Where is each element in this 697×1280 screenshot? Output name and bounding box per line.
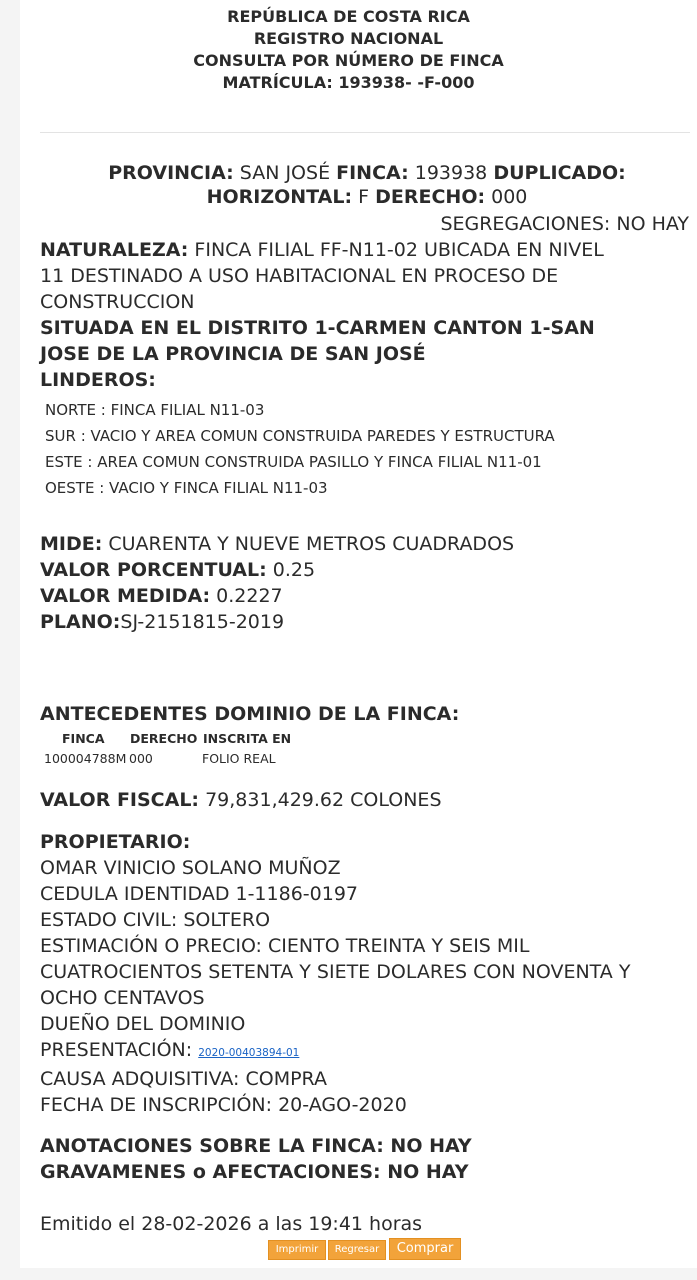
plano-label: PLANO: — [40, 611, 121, 633]
linderos-list — [45, 397, 695, 501]
propietario-title: PROPIETARIO: — [40, 831, 191, 853]
provincia-line — [0, 160, 697, 186]
medida-value: 0.2227 — [216, 585, 283, 607]
fecha-inscripcion: FECHA DE INSCRIPCIÓN: 20-AGO-2020 — [40, 1094, 407, 1116]
situada-line-1: SITUADA EN EL DISTRITO 1-CARMEN CANTON 1-SAN — [40, 317, 595, 339]
lindero-norte: NORTE : FINCA FILIAL N11-03 — [45, 401, 265, 419]
gravamenes: GRAVAMENES o AFECTACIONES: NO HAY — [40, 1161, 469, 1183]
lindero-oeste: OESTE : VACIO Y FINCA FILIAL N11-03 — [45, 479, 328, 497]
presentacion-label: PRESENTACIÓN: — [40, 1039, 193, 1061]
propietario-estado-civil: ESTADO CIVIL: SOLTERO — [40, 909, 271, 931]
document-header — [0, 6, 697, 94]
provincia-label: PROVINCIA: — [108, 162, 234, 184]
estimacion-line-2: CUATROCIENTOS SETENTA Y SIETE DOLARES CON NOVENTA Y — [40, 961, 631, 983]
antecedentes-cell-derecho: 000 — [129, 751, 153, 766]
mide-label: MIDE: — [40, 533, 103, 555]
regresar-button[interactable]: Regresar — [328, 1240, 386, 1260]
horizontal-value: F — [358, 186, 370, 208]
emitido-line: Emitido el 28-02-2026 a las 19:41 horas — [40, 1213, 423, 1235]
situada-line-2: JOSE DE LA PROVINCIA DE SAN JOSÉ — [40, 343, 426, 365]
valor-fiscal-label: VALOR FISCAL: — [40, 789, 200, 811]
header-query-type: CONSULTA POR NÚMERO DE FINCA — [193, 51, 504, 70]
horizontal-label: HORIZONTAL: — [206, 186, 353, 208]
antecedentes-cell-inscrita: FOLIO REAL — [202, 751, 276, 766]
horizontal-line — [0, 184, 697, 210]
propietario-nombre: OMAR VINICIO SOLANO MUÑOZ — [40, 857, 341, 879]
naturaleza-label: NATURALEZA: — [40, 239, 189, 261]
naturaleza-line-1: FINCA FILIAL FF-N11-02 UBICADA EN NIVEL — [194, 239, 604, 261]
estimacion-line-1: ESTIMACIÓN O PRECIO: CIENTO TREINTA Y SEIS MIL — [40, 935, 530, 957]
lindero-este: ESTE : AREA COMUN CONSTRUIDA PASILLO Y FINCA FILIAL N11-01 — [45, 453, 542, 471]
presentacion-link[interactable]: 2020-00403894-01 — [198, 1047, 300, 1059]
imprimir-button[interactable]: Imprimir — [268, 1240, 326, 1260]
medidas-block — [40, 531, 690, 635]
header-matricula: MATRÍCULA: 193938- -F-000 — [222, 73, 475, 92]
comprar-button[interactable]: Comprar — [389, 1238, 461, 1260]
porcentual-label: VALOR PORCENTUAL: — [40, 559, 267, 581]
plano-value: SJ-2151815-2019 — [120, 611, 285, 633]
naturaleza-block — [40, 237, 690, 393]
valor-fiscal-value: 79,831,429.62 COLONES — [205, 789, 442, 811]
header-registry: REGISTRO NACIONAL — [253, 29, 444, 48]
segregaciones: SEGREGACIONES: NO HAY — [440, 213, 689, 235]
finca-label: FINCA: — [336, 162, 409, 184]
header-divider — [40, 132, 690, 133]
header-country: REPÚBLICA DE COSTA RICA — [227, 7, 470, 26]
propietario-cedula: CEDULA IDENTIDAD 1-1186-0197 — [40, 883, 358, 905]
antecedentes-header-finca: FINCA — [62, 731, 105, 746]
dueno-dominio: DUEÑO DEL DOMINIO — [40, 1013, 246, 1035]
derecho-label: DERECHO: — [375, 186, 486, 208]
finca-value: 193938 — [414, 162, 488, 184]
naturaleza-line-2: 11 DESTINADO A USO HABITACIONAL EN PROCESO DE — [40, 265, 559, 287]
porcentual-value: 0.25 — [272, 559, 316, 581]
linderos-label: LINDEROS: — [40, 369, 156, 391]
anotaciones: ANOTACIONES SOBRE LA FINCA: NO HAY — [40, 1135, 472, 1157]
valor-fiscal — [40, 787, 690, 813]
antecedentes-cell-finca: 100004788M — [44, 751, 127, 766]
estimacion-line-3: OCHO CENTAVOS — [40, 987, 205, 1009]
provincia-value: SAN JOSÉ — [239, 162, 331, 184]
mide-value: CUARENTA Y NUEVE METROS CUADRADOS — [108, 533, 515, 555]
antecedentes-title: ANTECEDENTES DOMINIO DE LA FINCA: — [40, 703, 460, 725]
lindero-sur: SUR : VACIO Y AREA COMUN CONSTRUIDA PAREDES Y ESTRUCTURA — [45, 427, 555, 445]
duplicado-label: DUPLICADO: — [493, 162, 626, 184]
propietario-block — [40, 829, 690, 1118]
medida-label: VALOR MEDIDA: — [40, 585, 211, 607]
antecedentes-header-inscrita: INSCRITA EN — [203, 731, 292, 746]
derecho-value: 000 — [491, 186, 528, 208]
naturaleza-line-3: CONSTRUCCION — [40, 291, 195, 313]
antecedentes-header-derecho: DERECHO — [130, 731, 198, 746]
causa-adquisitiva: CAUSA ADQUISITIVA: COMPRA — [40, 1068, 327, 1090]
